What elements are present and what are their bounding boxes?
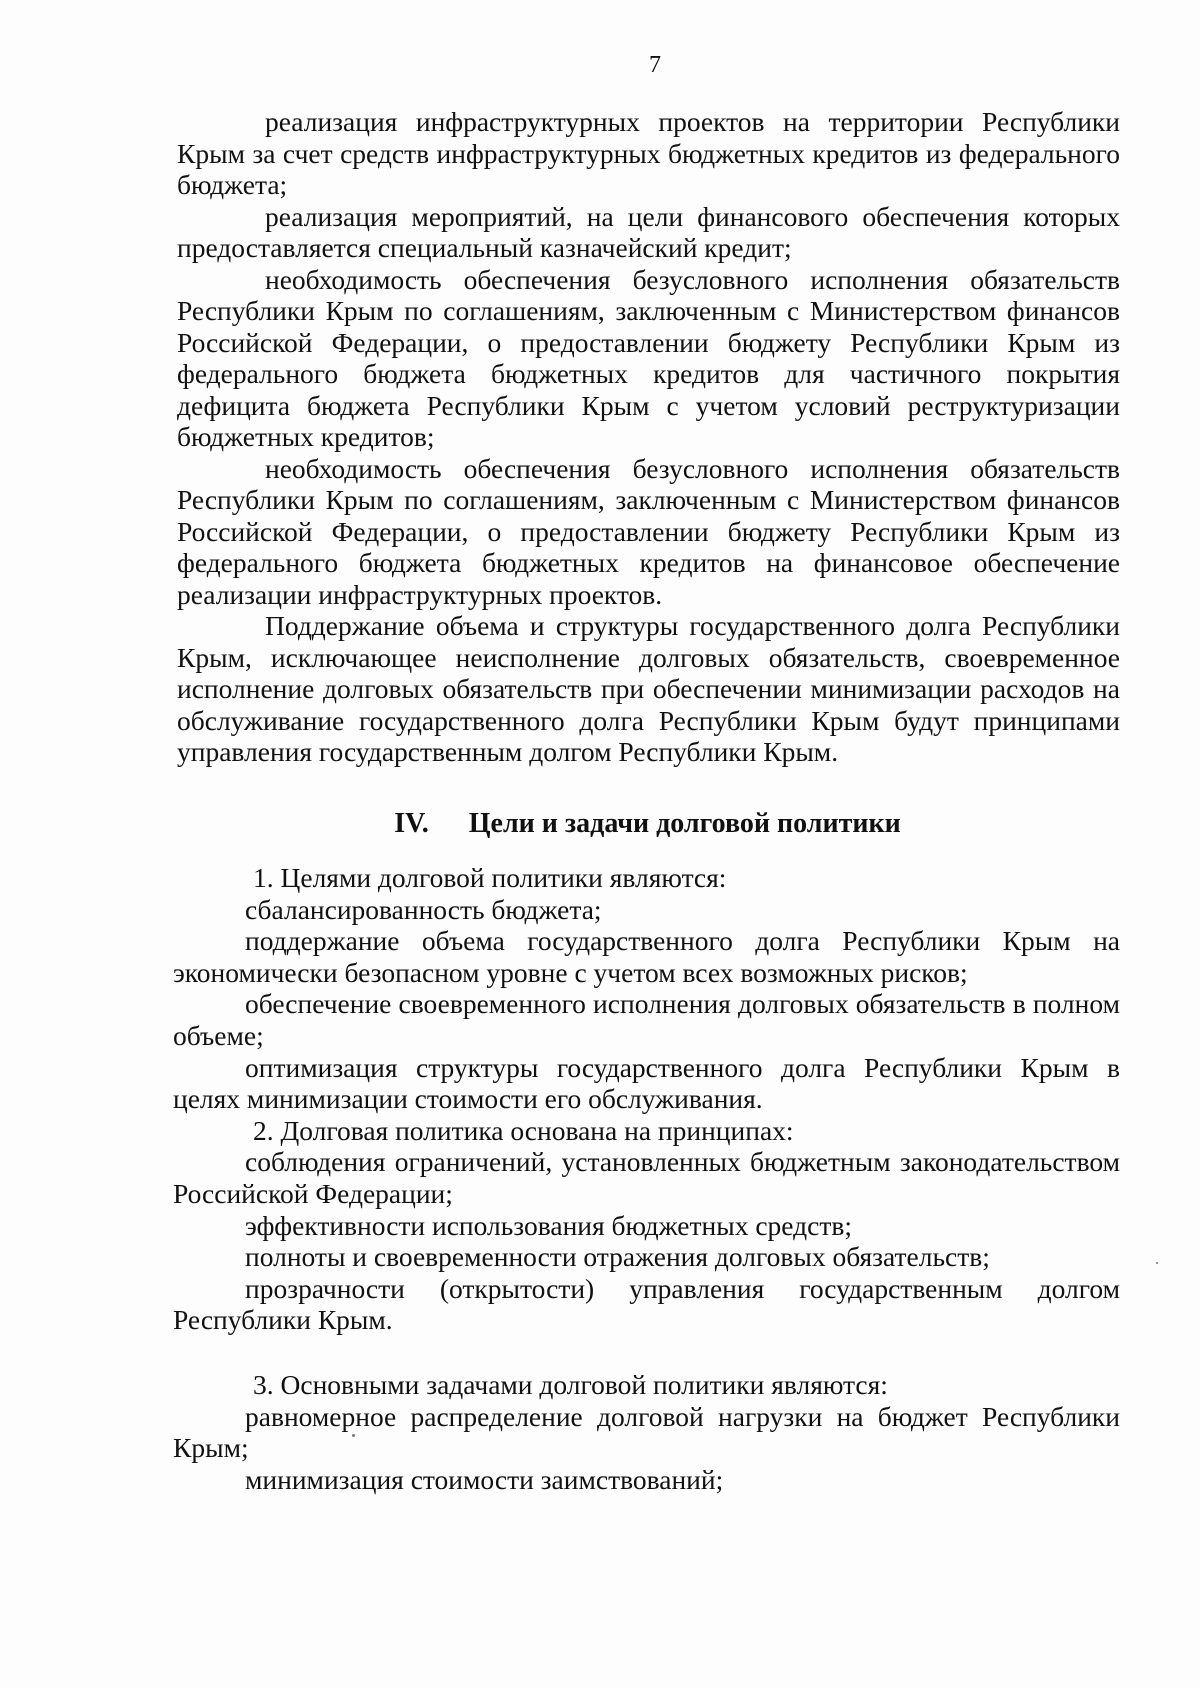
task-item: минимизация стоимости заимствований; [245, 1463, 724, 1495]
goal-item: поддержание объема государственного долга Республики Крым на экономически безопасном уровне с учетом всех возможных рисков; [173, 925, 1120, 988]
spacer [173, 1336, 1120, 1369]
principle-item: полноты и своевременности отражения долговых обязательств; [245, 1241, 990, 1273]
principle-item: соблюдения ограничений, установленных бюджетным законодательством Российской Федерации; [173, 1146, 1120, 1209]
task-item: равномерное распределение долговой нагрузки на бюджет Республики Крым; [173, 1400, 1120, 1464]
page-number: 7 [649, 52, 661, 78]
section-number: IV. [394, 808, 429, 839]
goal-item: сбалансированность бюджета; [245, 893, 602, 925]
principle-item: эффективности использования бюджетных средств; [245, 1209, 852, 1241]
paragraph: необходимость обеспечения безусловного исполнения обязательств Республики Крым по соглашениям, заключенным с Министерством финансов Российской Федерации, о предоставлении бюджету Республики Крым из федерального бюджета бюджетных кредитов на финансовое обеспечение реализации инфраструктурных проектов. [177, 452, 1120, 610]
paragraph: необходимость обеспечения безусловного исполнения обязательств Республики Крым по соглашениям, заключенным с Министерством финансов Российской Федерации, о предоставлении бюджету Республики Крым из федерального бюджета бюджетных кредитов для частичного покрытия дефицита бюджета Республики Крым с учетом условий реструктуризации бюджетных кредитов; [177, 263, 1120, 452]
paragraph: реализация инфраструктурных проектов на территории Республики Крым за счет средств инфраструктурных бюджетных кредитов из федерального бюджета; [177, 106, 1120, 200]
tasks-intro: 3. Основными задачами долговой политики являются: [253, 1368, 888, 1400]
goal-item: обеспечение своевременного исполнения долговых обязательств в полном объеме; [173, 988, 1120, 1051]
section-title: Цели и задачи долговой политики [468, 808, 901, 839]
body-text-bottom [173, 862, 1120, 1495]
goal-item: оптимизация структуры государственного долга Республики Крым в целях минимизации стоимости его обслуживания. [173, 1051, 1120, 1115]
principle-item: прозрачности (открытости) управления государственным долгом Республики Крым. [173, 1272, 1120, 1336]
paragraph: Поддержание объема и структуры государственного долга Республики Крым, исключающее неисполнение долговых обязательств, своевременное исполнение долговых обязательств при обеспечении минимизации расходов на обслуживание государственного долга Республики Крым будут принципами управления государственным долгом Республики Крым. [177, 610, 1120, 767]
paragraph: реализация мероприятий, на цели финансового обеспечения которых предоставляется специальный казначейский кредит; [177, 200, 1120, 263]
scan-speck [352, 1434, 355, 1437]
principles-intro: 2. Долговая политика основана на принципах: [253, 1114, 794, 1146]
section-heading [0, 808, 1200, 840]
body-text-top [177, 106, 1120, 768]
goals-intro: 1. Целями долговой политики являются: [253, 862, 727, 893]
scan-speck [1156, 1262, 1158, 1264]
